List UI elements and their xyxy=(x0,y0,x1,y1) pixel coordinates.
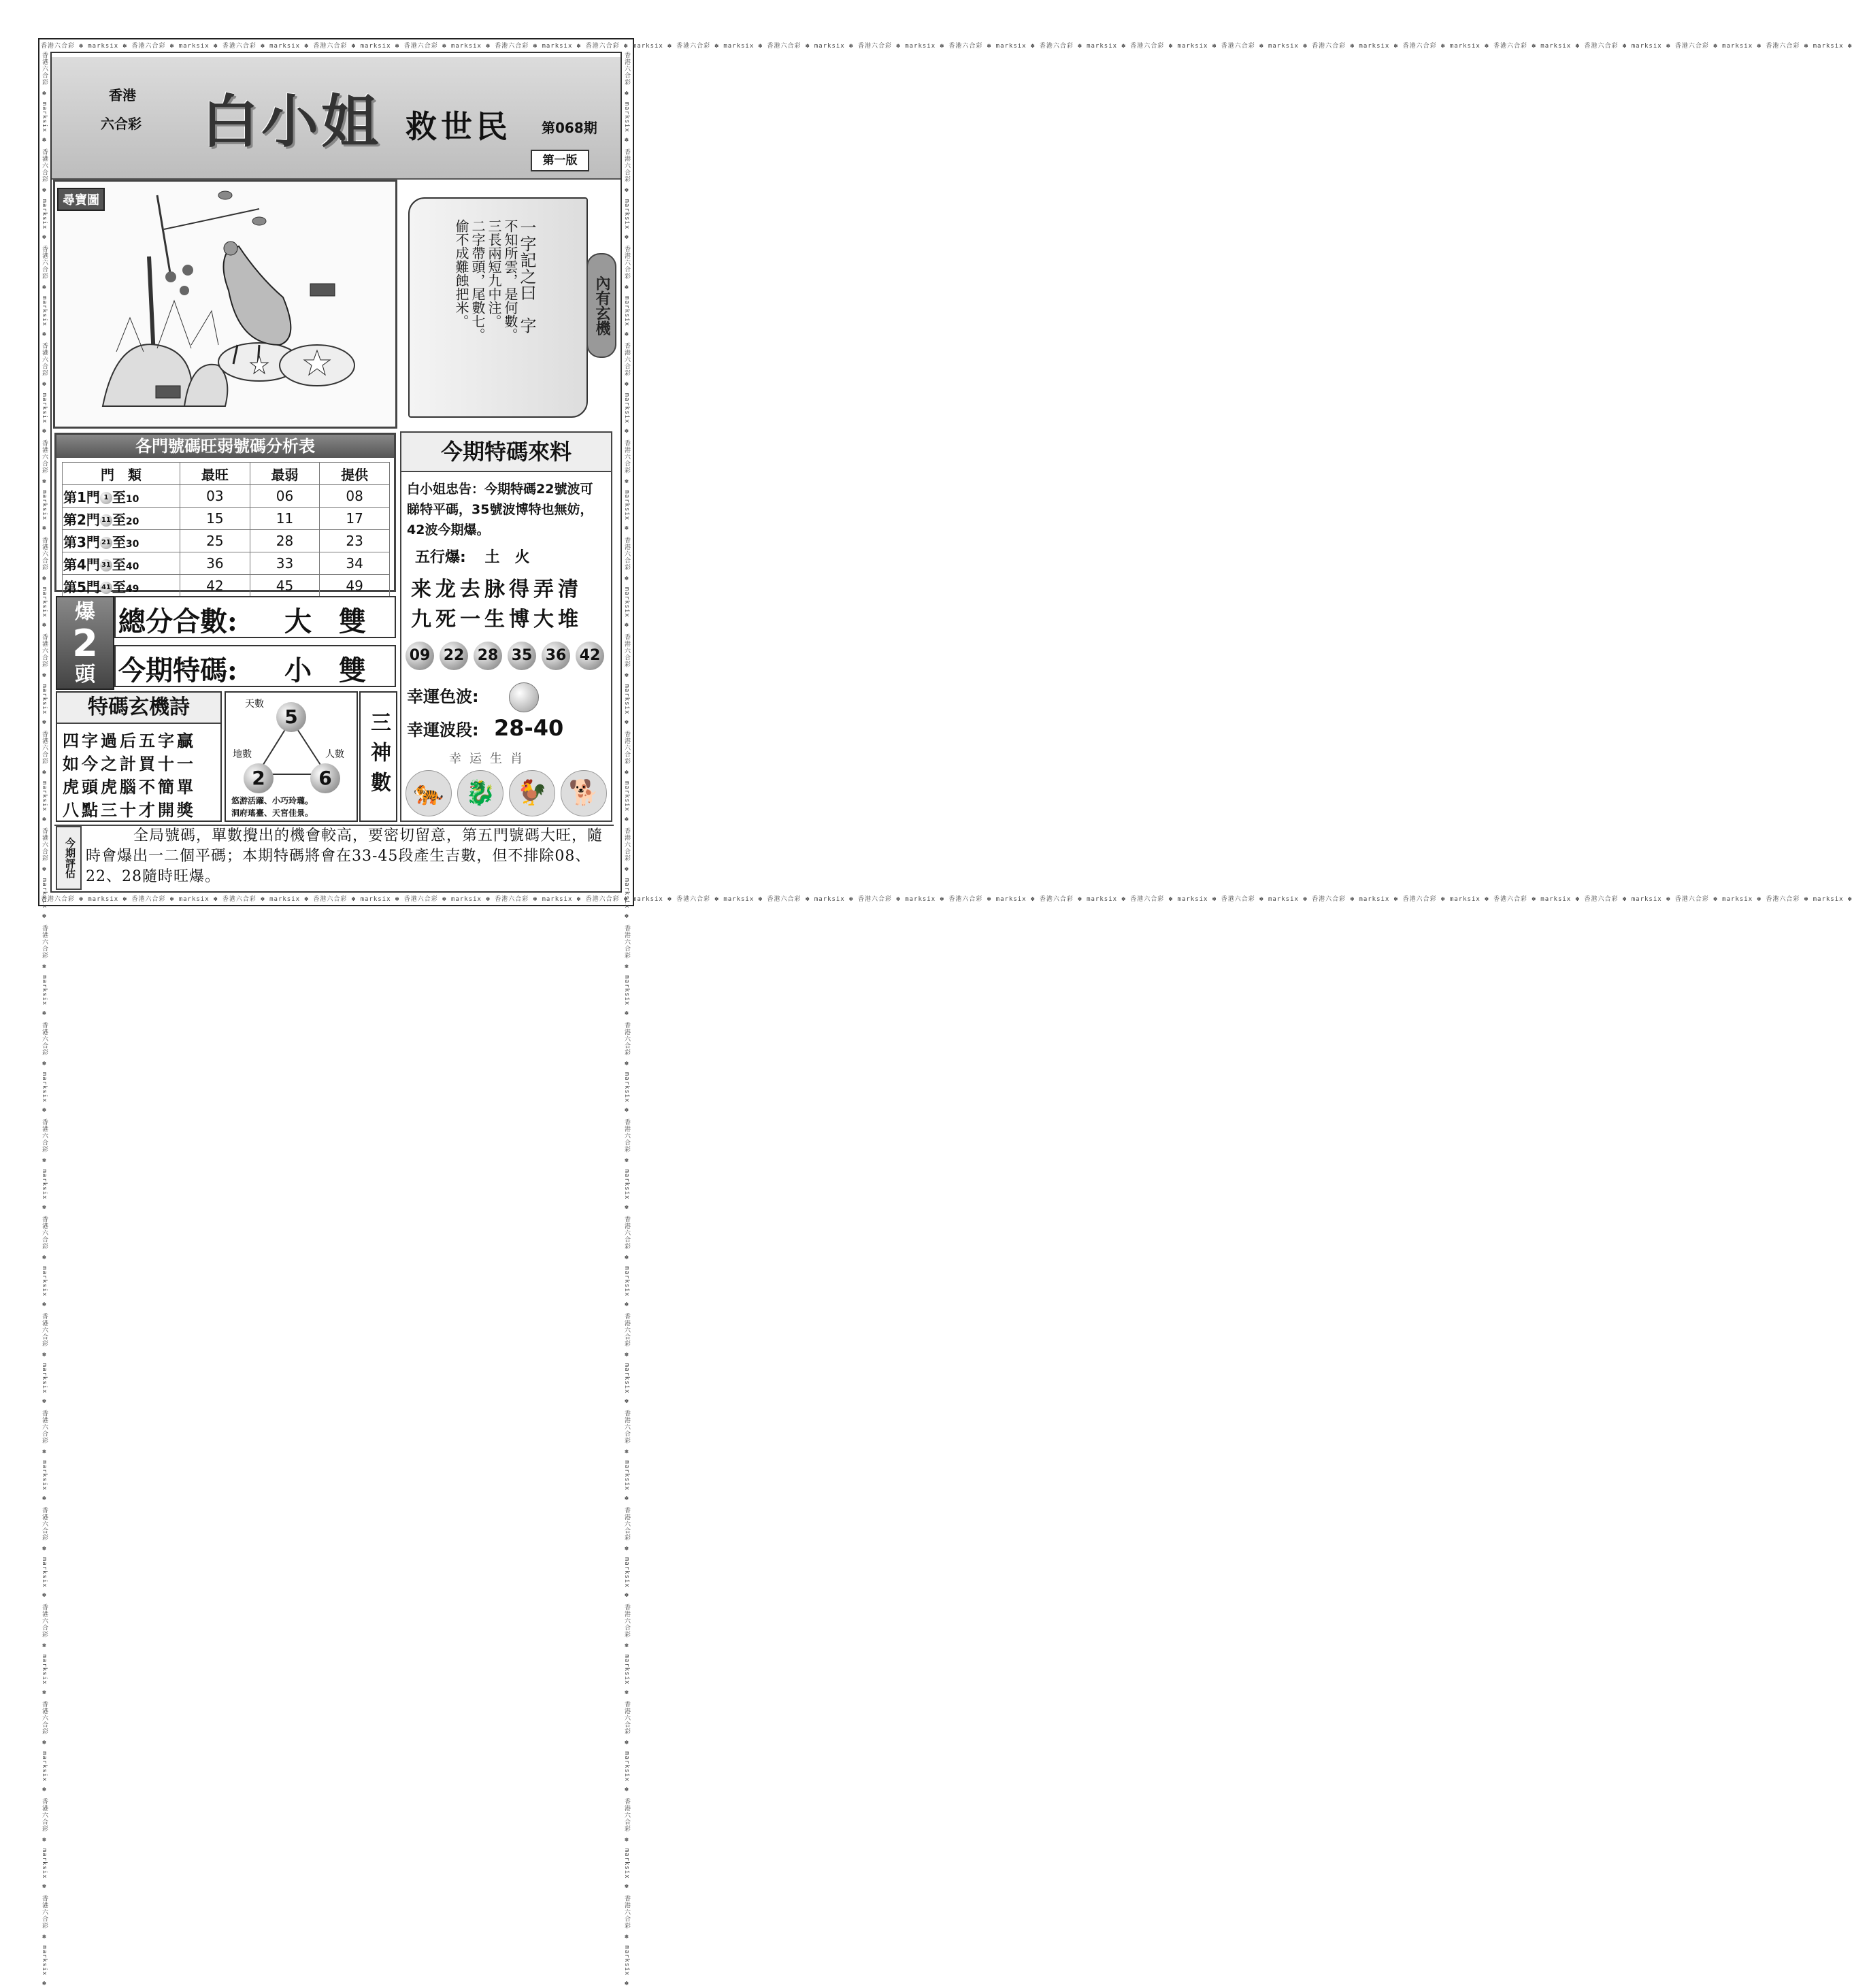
riddle-line-1: 一字記之曰 字 xyxy=(517,219,536,333)
review-text: 全局號碼，單數攪出的機會較高，要密切留意，第五門號碼大旺，隨時會爆出一二個平碼；本期特碼將會在33-45段產生吉數，但不排除08、22、28隨時旺爆。 xyxy=(86,827,603,885)
five-elements-label: 五行爆: xyxy=(415,549,466,566)
tiger-icon: 🐅 xyxy=(406,770,452,816)
offer-cell: 17 xyxy=(320,508,390,530)
special-advice: 白小姐忠告：今期特碼22號波可睇特平碼，35號波博特也無妨，42波今期爆。 xyxy=(407,482,593,537)
brand-line-2: 六合彩 xyxy=(101,116,142,132)
number-ball: 42 xyxy=(576,642,604,670)
ticker-bottom: 香港六合彩 ✽ marksix ✽ 香港六合彩 ✽ marksix ✽ 香港六合彩 ✽ marksix ✽ 香港六合彩 ✽ marksix ✽ 香港六合彩 ✽ marksix ✽ 香港六合彩 ✽ marksix ✽ 香港六合彩 ✽ marksix ✽ 香港六合彩 ✽ marksix ✽ 香港六合彩 ✽ marksix ✽ 香港六合彩 ✽ marksix ✽ 香港六合彩 ✽ marksix ✽ 香港六合彩 ✽ marksix ✽ 香港六合彩 ✽ marksix ✽ 香港六合彩 ✽ marksix ✽ 香港六合彩 ✽ marksix ✽ 香港六合彩 ✽ marksix ✽ 香港六合彩 ✽ marksix ✽ 香港六合彩 ✽ marksix ✽ 香港六合彩 ✽ marksix ✽ 香港六合彩 ✽ marksix ✽ xyxy=(41,896,1852,903)
riddle-line-3: 三長兩短九中注。 xyxy=(486,219,502,328)
col-cold: 最弱 xyxy=(250,463,320,485)
gate-analysis-title: 各門號碼旺弱號碼分析表 xyxy=(56,435,394,458)
burst-label-1: 爆 xyxy=(75,600,95,624)
poem-line-4: 八點三十才開獎 xyxy=(63,800,196,820)
dog-icon: 🐕 xyxy=(561,770,607,816)
hot-cell: 42 xyxy=(180,575,250,597)
gate-name: 第4門 xyxy=(63,556,100,573)
lucky-color xyxy=(407,681,611,712)
issue-number: 第068期 xyxy=(542,120,597,136)
page-subtitle: 救世民 xyxy=(406,108,512,145)
page-title: 白小姐 xyxy=(201,88,382,155)
dragon-icon: 🐉 xyxy=(457,770,503,816)
lucky-color-label: 幸運色波: xyxy=(407,687,479,706)
offer-cell: 34 xyxy=(320,552,390,575)
range-start: 1 xyxy=(100,492,112,504)
poem-line-1: 四字過后五字贏 xyxy=(63,731,196,750)
cold-cell: 06 xyxy=(250,485,320,508)
burst-label-2: 2 xyxy=(72,622,98,665)
range-start: 41 xyxy=(100,582,112,594)
five-elements xyxy=(415,546,611,567)
range-word: 至 xyxy=(112,578,126,595)
poem-line-2: 如今之計買十一 xyxy=(63,754,196,774)
riddle-line-5: 偷不成難蝕把米。 xyxy=(453,219,469,328)
review-label xyxy=(56,826,82,890)
triad-caption-1: 悠游活躍、小巧玲瓏。 xyxy=(231,796,314,806)
rooster-icon: 🐓 xyxy=(509,770,555,816)
range-end: 10 xyxy=(125,493,139,505)
gate-cell xyxy=(63,552,180,575)
cold-cell: 45 xyxy=(250,575,320,597)
number-ball: 35 xyxy=(508,642,536,670)
treasure-map-tag: 尋寶圖 xyxy=(57,188,105,211)
earth-label: 地數 xyxy=(233,749,252,760)
riddle-line-2: 不知所雲，是何數。 xyxy=(502,219,518,342)
gate-cell xyxy=(63,575,180,597)
range-end: 30 xyxy=(125,538,139,550)
offer-cell: 08 xyxy=(320,485,390,508)
ticker-top: 香港六合彩 ✽ marksix ✽ 香港六合彩 ✽ marksix ✽ 香港六合彩 ✽ marksix ✽ 香港六合彩 ✽ marksix ✽ 香港六合彩 ✽ marksix ✽ 香港六合彩 ✽ marksix ✽ 香港六合彩 ✽ marksix ✽ 香港六合彩 ✽ marksix ✽ 香港六合彩 ✽ marksix ✽ 香港六合彩 ✽ marksix ✽ 香港六合彩 ✽ marksix ✽ 香港六合彩 ✽ marksix ✽ 香港六合彩 ✽ marksix ✽ 香港六合彩 ✽ marksix ✽ 香港六合彩 ✽ marksix ✽ 香港六合彩 ✽ marksix ✽ 香港六合彩 ✽ marksix ✽ 香港六合彩 ✽ marksix ✽ 香港六合彩 ✽ marksix ✽ 香港六合彩 ✽ marksix ✽ xyxy=(41,43,1852,50)
poem-title: 特碼玄機詩 xyxy=(57,693,220,724)
special-code-panel xyxy=(400,431,612,822)
range-start: 11 xyxy=(100,514,112,527)
range-start: 21 xyxy=(100,537,112,549)
gate-cell xyxy=(63,485,180,508)
review-label-text: 今期評估 xyxy=(64,838,76,878)
total-sum-label: 總分合數: xyxy=(118,606,237,637)
range-word: 至 xyxy=(112,556,126,573)
gate-name: 第2門 xyxy=(63,511,100,528)
cold-cell: 11 xyxy=(250,508,320,530)
number-ball: 36 xyxy=(542,642,570,670)
col-hot: 最旺 xyxy=(180,463,250,485)
range-word: 至 xyxy=(112,511,126,528)
offer-cell: 49 xyxy=(320,575,390,597)
number-ball: 28 xyxy=(474,642,502,670)
zodiac-title: 幸运生肖 xyxy=(449,752,531,766)
edition-badge xyxy=(531,150,589,171)
sky-number: 5 xyxy=(276,702,306,732)
gate-analysis-panel xyxy=(54,433,396,595)
poem-panel xyxy=(56,691,222,822)
brand-line-1: 香港 xyxy=(109,87,136,103)
hot-cell: 36 xyxy=(180,552,250,575)
hot-cell: 15 xyxy=(180,508,250,530)
range-end: 49 xyxy=(125,583,139,595)
range-start: 31 xyxy=(100,559,112,571)
special-code-title: 今期特碼來料 xyxy=(401,433,611,472)
col-offer: 提供 xyxy=(320,463,390,485)
cold-cell: 28 xyxy=(250,530,320,552)
phrase-line-2: 九死一生博大堆 xyxy=(411,608,582,631)
gate-cell xyxy=(63,508,180,530)
gate-name: 第1門 xyxy=(63,488,100,506)
special-size-value: 小 雙 xyxy=(284,655,366,686)
gate-analysis-table xyxy=(62,462,390,597)
triad-caption-2: 洞府瑤臺、天宮佳景。 xyxy=(231,808,314,818)
riddle-text xyxy=(453,219,535,403)
number-balls xyxy=(406,642,611,670)
ticker-right: 香港六合彩 ✽ marksix ✽ 香港六合彩 ✽ marksix ✽ 香港六合彩 ✽ marksix ✽ 香港六合彩 ✽ marksix ✽ 香港六合彩 ✽ marksix ✽ 香港六合彩 ✽ marksix ✽ 香港六合彩 ✽ marksix ✽ 香港六合彩 ✽ marksix ✽ 香港六合彩 ✽ marksix ✽ 香港六合彩 ✽ marksix ✽ 香港六合彩 ✽ marksix ✽ 香港六合彩 ✽ marksix ✽ 香港六合彩 ✽ marksix ✽ 香港六合彩 ✽ marksix ✽ 香港六合彩 ✽ marksix ✽ 香港六合彩 ✽ marksix ✽ 香港六合彩 ✽ marksix ✽ 香港六合彩 ✽ marksix ✽ 香港六合彩 ✽ marksix ✽ 香港六合彩 ✽ marksix ✽ xyxy=(623,52,630,1988)
mystery-seal-text: 內有玄機 xyxy=(593,276,610,335)
col-gate: 門 類 xyxy=(63,463,180,485)
five-elements-values: 土 火 xyxy=(484,549,530,566)
sky-label: 天數 xyxy=(245,699,264,710)
offer-cell: 23 xyxy=(320,530,390,552)
lucky-range-value: 28-40 xyxy=(493,715,564,741)
table-row xyxy=(63,530,390,552)
earth-number: 2 xyxy=(244,763,274,793)
triad-panel xyxy=(225,691,358,822)
special-size-label: 今期特碼: xyxy=(118,655,237,686)
treasure-picture xyxy=(53,180,397,429)
table-row xyxy=(63,552,390,575)
phrase-line-1: 来龙去脉得弄清 xyxy=(411,578,582,601)
poem-line-3: 虎頭虎腦不簡單 xyxy=(63,777,196,797)
burst-badge xyxy=(56,596,114,690)
range-end: 20 xyxy=(125,516,139,527)
gate-name: 第5門 xyxy=(63,578,100,595)
special-size-row xyxy=(114,645,396,687)
table-row xyxy=(63,508,390,530)
three-gods-text: 三神數 xyxy=(367,712,391,801)
table-row xyxy=(63,485,390,508)
lucky-range-label: 幸運波段: xyxy=(407,720,479,740)
hot-cell: 03 xyxy=(180,485,250,508)
zodiac-animals xyxy=(406,770,608,819)
total-sum-row xyxy=(114,596,396,638)
gate-cell xyxy=(63,530,180,552)
number-ball: 22 xyxy=(440,642,468,670)
range-word: 至 xyxy=(112,533,126,550)
range-end: 40 xyxy=(125,561,139,572)
table-row xyxy=(63,575,390,597)
three-gods-label xyxy=(359,691,397,822)
rooster-illustration xyxy=(55,182,395,427)
human-number: 6 xyxy=(310,763,340,793)
mystery-seal xyxy=(586,253,616,358)
number-ball: 09 xyxy=(406,642,434,670)
ticker-left: 香港六合彩 ✽ marksix ✽ 香港六合彩 ✽ marksix ✽ 香港六合彩 ✽ marksix ✽ 香港六合彩 ✽ marksix ✽ 香港六合彩 ✽ marksix ✽ 香港六合彩 ✽ marksix ✽ 香港六合彩 ✽ marksix ✽ 香港六合彩 ✽ marksix ✽ 香港六合彩 ✽ marksix ✽ 香港六合彩 ✽ marksix ✽ 香港六合彩 ✽ marksix ✽ 香港六合彩 ✽ marksix ✽ 香港六合彩 ✽ marksix ✽ 香港六合彩 ✽ marksix ✽ 香港六合彩 ✽ marksix ✽ 香港六合彩 ✽ marksix ✽ 香港六合彩 ✽ marksix ✽ 香港六合彩 ✽ marksix ✽ 香港六合彩 ✽ marksix ✽ 香港六合彩 ✽ marksix ✽ xyxy=(41,52,48,1988)
table-header xyxy=(63,463,390,485)
total-sum-value: 大 雙 xyxy=(284,606,366,637)
gate-name: 第3門 xyxy=(63,533,100,550)
riddle-line-4: 二字帶頭，尾數七。 xyxy=(469,219,486,342)
cold-cell: 33 xyxy=(250,552,320,575)
lucky-color-ball xyxy=(509,682,539,712)
lucky-range xyxy=(407,715,611,741)
human-label: 人數 xyxy=(325,749,344,760)
edition-label: 第一版 xyxy=(542,154,578,167)
range-word: 至 xyxy=(112,488,126,506)
hot-cell: 25 xyxy=(180,530,250,552)
burst-label-3: 頭 xyxy=(75,663,95,686)
